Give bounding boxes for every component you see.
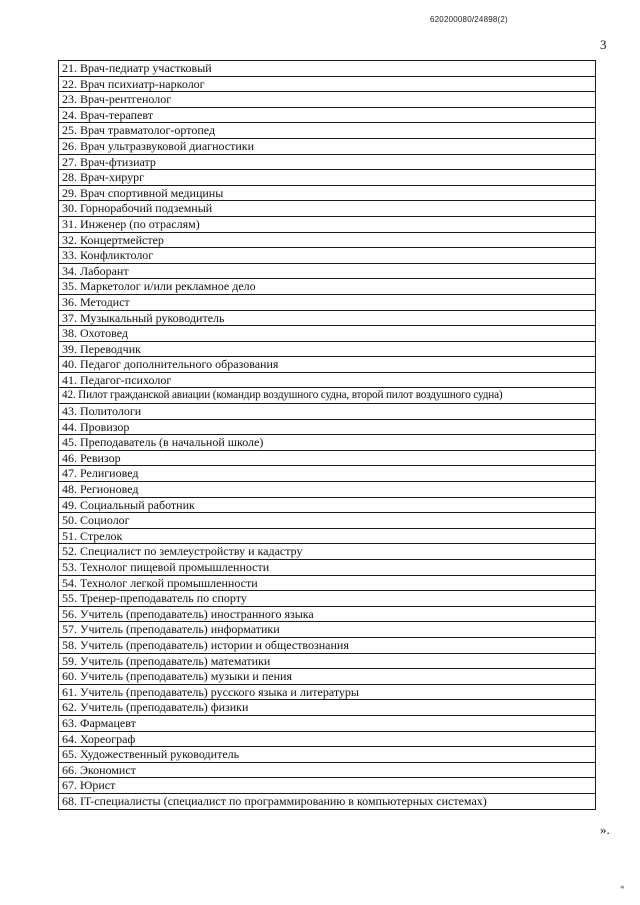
list-row [59, 248, 596, 264]
list-row [59, 669, 596, 685]
list-row [59, 170, 596, 186]
list-item: 26. Врач ультразвуковой диагностики [59, 138, 596, 154]
list-item: 35. Маркетолог и/или рекламное дело [59, 279, 596, 295]
list-item: 34. Лаборант [59, 263, 596, 279]
list-row [59, 92, 596, 108]
corner-mark: * [620, 884, 625, 894]
list-row [59, 123, 596, 139]
list-item: 28. Врач-хирург [59, 170, 596, 186]
list-row [59, 793, 596, 809]
list-row [59, 435, 596, 451]
list-item: 61. Учитель (преподаватель) русского языка и литературы [59, 684, 596, 700]
list-item: 46. Ревизор [59, 450, 596, 466]
list-row [59, 154, 596, 170]
list-item: 58. Учитель (преподаватель) истории и обществознания [59, 637, 596, 653]
list-item: 55. Тренер-преподаватель по спорту [59, 591, 596, 607]
list-row [59, 747, 596, 763]
list-row [59, 419, 596, 435]
list-item: 64. Хореограф [59, 731, 596, 747]
list-row [59, 482, 596, 498]
list-row [59, 684, 596, 700]
list-row [59, 279, 596, 295]
list-row [59, 528, 596, 544]
list-row [59, 388, 596, 404]
list-row [59, 575, 596, 591]
list-row [59, 637, 596, 653]
list-row [59, 341, 596, 357]
list-item: 66. Экономист [59, 762, 596, 778]
list-item: 53. Технолог пищевой промышленности [59, 560, 596, 576]
list-row [59, 622, 596, 638]
list-item: 45. Преподаватель (в начальной школе) [59, 435, 596, 451]
list-row [59, 544, 596, 560]
list-row [59, 201, 596, 217]
list-item: 60. Учитель (преподаватель) музыки и пения [59, 669, 596, 685]
closing-quote-mark: ». [600, 822, 610, 837]
list-row [59, 560, 596, 576]
list-row [59, 466, 596, 482]
list-item: 63. Фармацевт [59, 715, 596, 731]
list-row [59, 294, 596, 310]
list-row [59, 372, 596, 388]
list-item: 67. Юрист [59, 778, 596, 794]
list-item: 29. Врач спортивной медицины [59, 185, 596, 201]
list-item: 36. Методист [59, 294, 596, 310]
list-row [59, 731, 596, 747]
list-row [59, 778, 596, 794]
list-row [59, 653, 596, 669]
list-item: 37. Музыкальный руководитель [59, 310, 596, 326]
document-id: 620200080/24898(2) [430, 15, 508, 24]
list-row [59, 762, 596, 778]
list-item: 59. Учитель (преподаватель) математики [59, 653, 596, 669]
list-row [59, 107, 596, 123]
list-item: 42. Пилот гражданской авиации (командир воздушного судна, второй пилот воздушного судна) [59, 388, 596, 404]
list-item: 44. Провизор [59, 419, 596, 435]
list-row [59, 606, 596, 622]
list-item: 57. Учитель (преподаватель) информатики [59, 622, 596, 638]
list-row [59, 326, 596, 342]
profession-list-table [58, 60, 596, 810]
list-row [59, 232, 596, 248]
list-item: 51. Стрелок [59, 528, 596, 544]
list-row [59, 61, 596, 77]
list-row [59, 700, 596, 716]
list-row [59, 76, 596, 92]
list-item: 52. Специалист по землеустройству и кадастру [59, 544, 596, 560]
list-item: 47. Религиовед [59, 466, 596, 482]
list-item: 62. Учитель (преподаватель) физики [59, 700, 596, 716]
list-item: 68. IT-специалисты (специалист по программированию в компьютерных системах) [59, 793, 596, 809]
list-item: 31. Инженер (по отраслям) [59, 216, 596, 232]
list-row [59, 591, 596, 607]
list-item: 40. Педагог дополнительного образования [59, 357, 596, 373]
list-item: 41. Педагог-психолог [59, 372, 596, 388]
list-item: 32. Концертмейстер [59, 232, 596, 248]
list-item: 38. Охотовед [59, 326, 596, 342]
list-item: 39. Переводчик [59, 341, 596, 357]
list-item: 49. Социальный работник [59, 497, 596, 513]
profession-list-body [59, 61, 596, 810]
list-row [59, 450, 596, 466]
list-item: 43. Политологи [59, 404, 596, 420]
list-row [59, 263, 596, 279]
list-item: 50. Социолог [59, 513, 596, 529]
list-row [59, 513, 596, 529]
list-item: 54. Технолог легкой промышленности [59, 575, 596, 591]
list-item: 65. Художественный руководитель [59, 747, 596, 763]
list-item: 22. Врач психиатр-нарколог [59, 76, 596, 92]
list-item: 21. Врач-педиатр участковый [59, 61, 596, 77]
list-row [59, 715, 596, 731]
list-item: 24. Врач-терапевт [59, 107, 596, 123]
page-number: 3 [600, 37, 607, 52]
list-row [59, 185, 596, 201]
list-row [59, 357, 596, 373]
list-row [59, 404, 596, 420]
list-item: 25. Врач травматолог-ортопед [59, 123, 596, 139]
list-row [59, 216, 596, 232]
list-item: 27. Врач-фтизиатр [59, 154, 596, 170]
list-row [59, 138, 596, 154]
list-item: 23. Врач-рентгенолог [59, 92, 596, 108]
list-row [59, 310, 596, 326]
list-row [59, 497, 596, 513]
list-item: 56. Учитель (преподаватель) иностранного языка [59, 606, 596, 622]
list-item: 48. Регионовед [59, 482, 596, 498]
list-item: 30. Горнорабочий подземный [59, 201, 596, 217]
list-item: 33. Конфликтолог [59, 248, 596, 264]
